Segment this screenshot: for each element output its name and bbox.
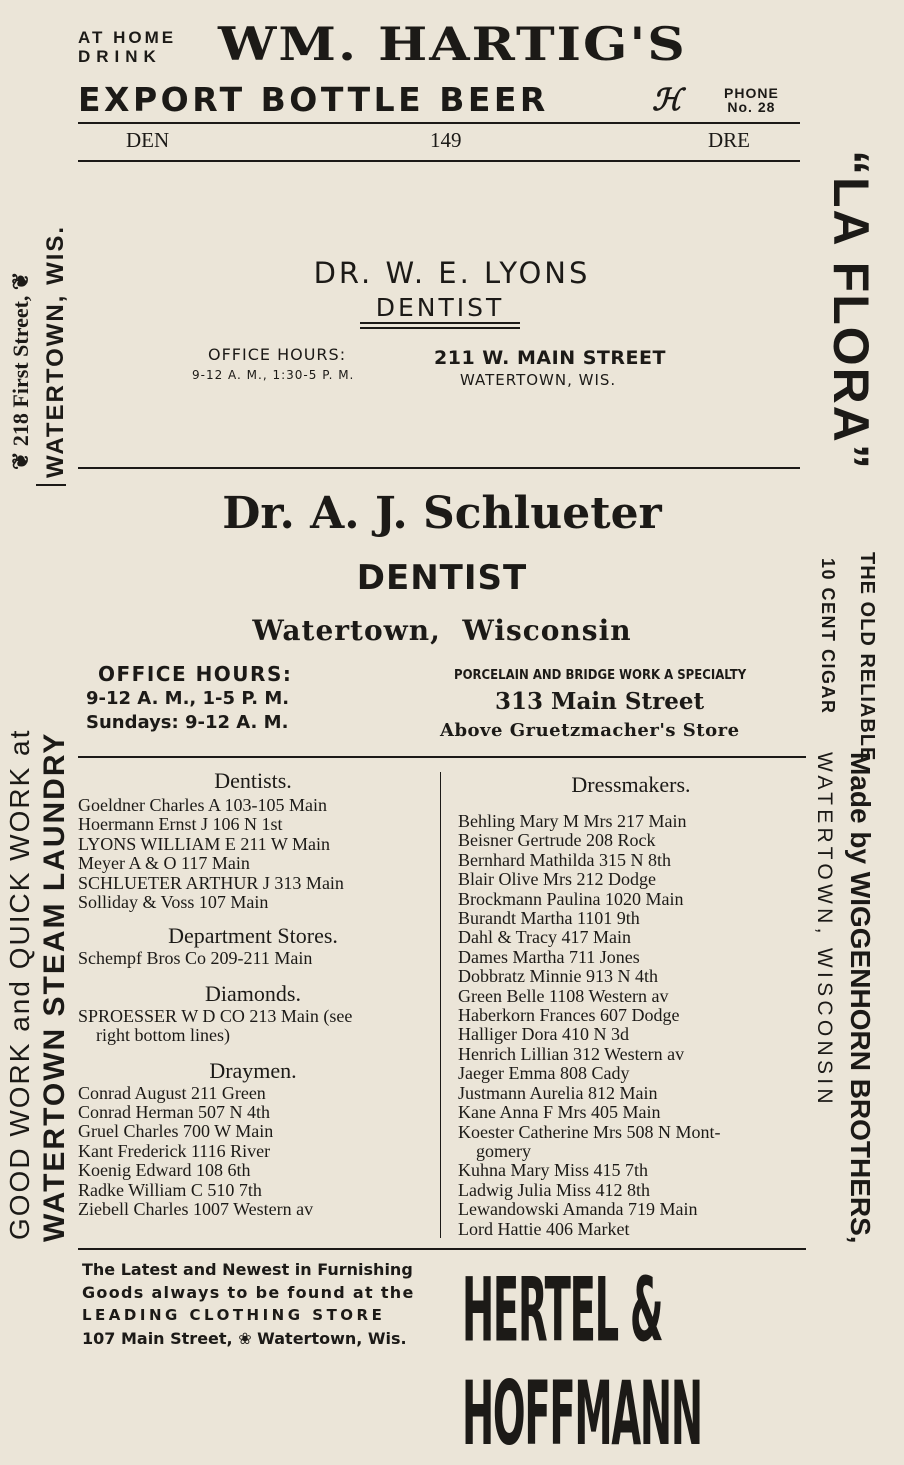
brand-monogram-icon: ℋ [652,83,682,118]
list-item: Dahl & Tracy 417 Main [458,927,631,948]
list-item: Burandt Martha 1101 9th [458,908,640,929]
running-head-right: DRE [708,128,750,152]
right-margin-maker-text: Made by WIGGENHORN BROTHERS, [845,752,876,1244]
list-item: Brockmann Paulina 1020 Main [458,888,684,909]
list-item: Goeldner Charles A 103-105 Main [78,795,327,815]
list-item: SCHLUETER ARTHUR J 313 Main [78,872,344,893]
left-margin-address-text: ❦ 218 First Street, ❦ [8,271,33,470]
clothing-ad-line4: 107 Main Street, ❀ Watertown, Wis. [82,1329,407,1348]
clothing-ad-line2: Goods always to be found at the [82,1283,415,1302]
dentists-list [78,796,428,912]
beer-product-text: EXPORT BOTTLE BEER [78,80,549,119]
list-item: Hoermann Ernst J 106 N 1st [78,814,283,835]
lyons-title: DENTIST [375,293,505,322]
list-item: Solliday & Voss 107 Main [78,892,269,913]
list-item: Dames Martha 711 Jones [458,946,640,967]
list-item: Beisner Gertrude 208 Rock [458,830,656,851]
list-item-continued: right bottom lines) [96,1025,230,1046]
clothing-ad-line1: The Latest and Newest in Furnishing [82,1260,413,1279]
dressmakers-heading: Dressmakers. [571,772,691,797]
list-item: Conrad August 211 Green [78,1082,266,1103]
schlueter-hours-sunday: Sundays: 9-12 A. M. [86,712,289,733]
list-item: Justmann Aurelia 812 Main [458,1082,658,1103]
list-item: Gruel Charles 700 W Main [78,1121,274,1142]
lyons-title-underline [360,322,520,324]
top-ad-small-text [78,28,176,66]
list-item: Dobbratz Minnie 913 N 4th [458,966,658,987]
schlueter-specialty: PORCELAIN AND BRIDGE WORK A SPECIALTY [454,668,747,683]
dentists-heading: Dentists. [214,768,292,793]
running-head-rule [78,160,800,162]
list-item: Kane Anna F Mrs 405 Main [458,1102,661,1123]
right-margin-tag2: 10 CENT CIGAR [818,558,838,715]
draymen-list [78,1084,428,1220]
list-item: Schempf Bros Co 209-211 Main [78,948,313,969]
schlueter-title: DENTIST [356,558,528,598]
list-item: Behling Mary M Mrs 217 Main [458,811,687,831]
list-item: Bernhard Mathilda 315 N 8th [458,849,671,870]
column-divider [440,772,441,1238]
page-number: 149 [430,128,462,152]
list-item: Henrich Lillian 312 Western av [458,1043,685,1064]
schlueter-hours-weekday: 9-12 A. M., 1-5 P. M. [86,688,290,709]
right-listing-column [458,772,804,1239]
list-item: Kuhna Mary Miss 415 7th [458,1160,648,1181]
right-margin-brand-text: “LA FLORA” [823,150,879,471]
schlueter-ad-rule [78,756,806,758]
lyons-title-underline-2 [360,327,520,329]
left-margin-outer-text: GOOD WORK and QUICK WORK at [4,728,35,1240]
schlueter-hours-label: OFFICE HOURS: [98,662,293,686]
lyons-name: DR. W. E. LYONS [313,256,591,290]
diamonds-heading: Diamonds. [205,980,301,1006]
list-item: Lewandowski Amanda 719 Main [458,1199,698,1220]
lyons-ad-rule [78,467,800,469]
list-item: Koester Catherine Mrs 508 N Mont- [458,1121,721,1142]
department-stores-heading: Department Stores. [168,923,338,949]
right-margin-city-text: WATERTOWN, WISCONSIN [813,752,836,1108]
phone-box [724,86,779,114]
list-item: Lord Hattie 406 Market [458,1218,630,1239]
list-item: Ziebell Charles 1007 Western av [78,1199,314,1220]
right-margin-tag1: THE OLD RELIABLE [856,552,878,762]
clothing-ad-text [82,1258,415,1350]
lyons-city: WATERTOWN, WIS. [460,371,617,389]
beer-brand-title: WM. HARTIG'S [218,18,687,72]
hertel-hoffmann-brand: HERTEL & HOFFMANN [462,1258,702,1465]
list-item: Conrad Herman 507 N 4th [78,1102,270,1123]
lyons-hours-label: OFFICE HOURS: [208,345,347,364]
draymen-heading: Draymen. [209,1057,297,1083]
top-ad-rule [78,122,800,124]
list-item: Meyer A & O 117 Main [78,853,250,874]
schlueter-name: Dr. A. J. Schlueter [222,488,662,539]
left-margin-divider [36,484,66,486]
schlueter-location: Above Gruetzmacher's Store [440,720,740,741]
list-item-continued: gomery [476,1140,531,1161]
phone-label: PHONE [724,85,779,101]
clothing-ad-line3: LEADING CLOTHING STORE [82,1306,386,1324]
drink-text: DRINK [78,47,162,66]
list-item: Green Belle 1108 Western av [458,985,669,1006]
list-item: LYONS WILLIAM E 211 W Main [78,833,331,854]
list-item: Ladwig Julia Miss 412 8th [458,1179,650,1200]
lyons-address: 211 W. MAIN STREET [434,347,666,369]
left-margin-laundry-text: WATERTOWN STEAM LAUNDRY [38,731,71,1242]
list-item: Jaeger Emma 808 Cady [458,1063,630,1084]
at-home-text: AT HOME [78,28,177,47]
list-item: Halliger Dora 410 N 3d [458,1024,629,1045]
schlueter-city: Watertown, Wisconsin [252,614,632,647]
running-head-left: DEN [126,128,170,152]
list-item: Haberkorn Frances 607 Dodge [458,1005,680,1026]
list-item: SPROESSER W D CO 213 Main (see [78,1005,353,1026]
listing-bottom-rule [78,1248,806,1250]
list-item: Radke William C 510 7th [78,1179,262,1200]
lyons-hours: 9-12 A. M., 1:30-5 P. M. [192,368,355,382]
left-margin-city-text: WATERTOWN, WIS. [42,224,69,478]
phone-number: No. 28 [727,99,776,115]
dressmakers-list [458,812,804,1239]
list-item: Blair Olive Mrs 212 Dodge [458,869,656,890]
schlueter-address: 313 Main Street [495,688,705,715]
list-item: Koenig Edward 108 6th [78,1160,251,1181]
left-listing-column [78,768,428,1220]
list-item: Kant Frederick 1116 River [78,1140,271,1161]
